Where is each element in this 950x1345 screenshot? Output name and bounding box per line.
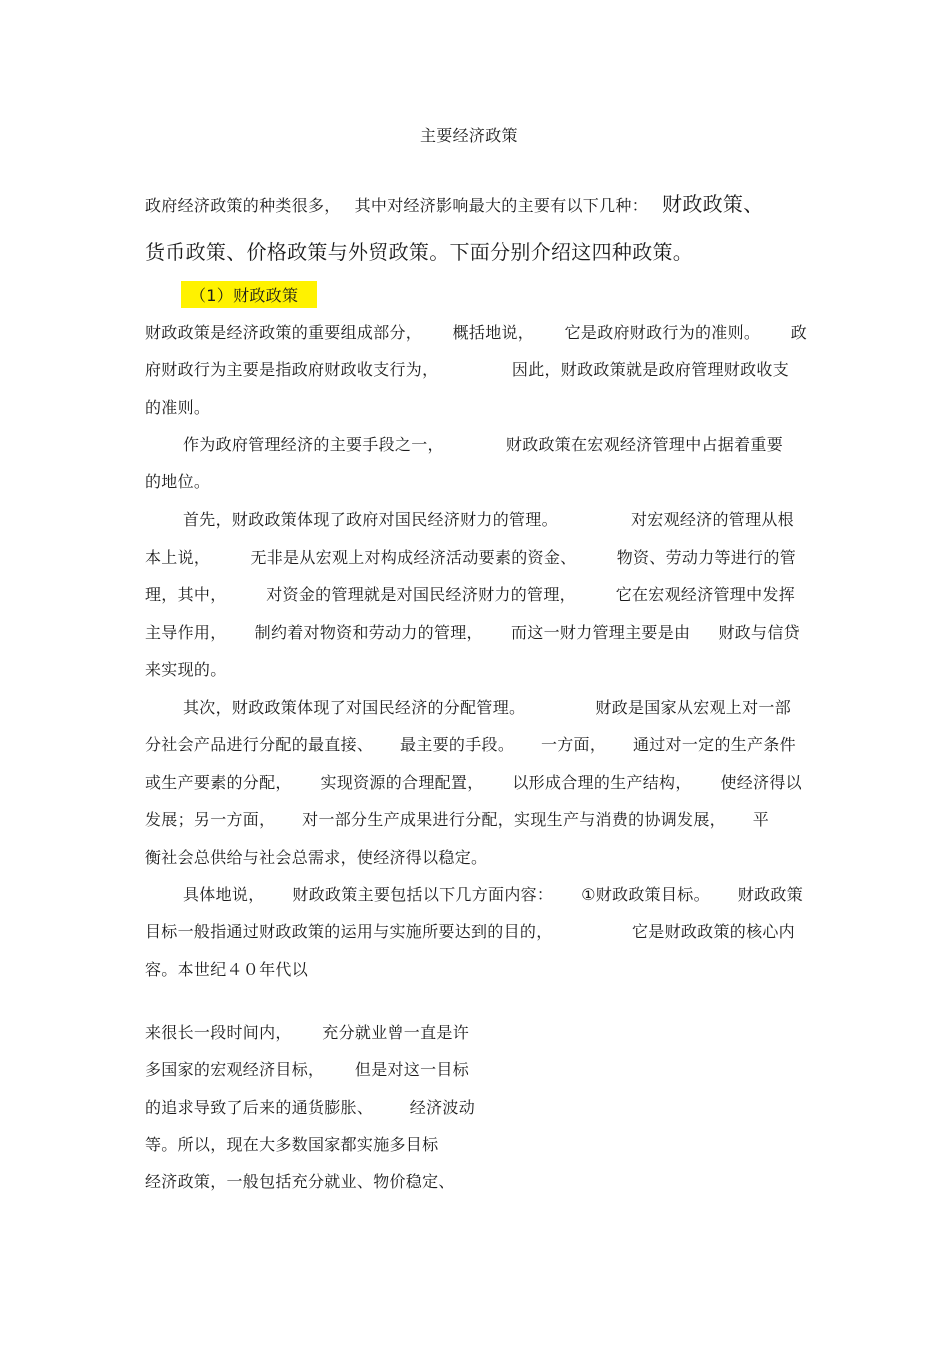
text-run: 经济波动 (409, 1098, 475, 1117)
text-run: 的准则。 (145, 398, 211, 417)
text-run: 物资、劳动力等进行的管 (616, 548, 796, 567)
text-run: 主导作用， (145, 623, 227, 642)
text-run: 财政是国家从宏观上对一部 (595, 698, 791, 717)
text-run: 发展；另一方面， (145, 810, 276, 829)
text-line (145, 773, 802, 793)
text-line (145, 398, 210, 418)
text-line (145, 660, 227, 680)
text-run: 以形成合理的生产结构， (512, 773, 692, 792)
text-run: 目标一般指通过财政政策的运用与实施所要达到的目的， (145, 922, 553, 941)
text-line (183, 885, 803, 905)
text-line (145, 472, 210, 492)
section-heading: （1）财政政策 (190, 286, 299, 305)
text-run: 充分就业曾一直是许 (322, 1023, 469, 1042)
text-run: 它是财政政策的核心内 (631, 922, 795, 941)
text-run: 对资金的管理就是对国民经济财力的管理， (266, 585, 576, 604)
text-line (183, 435, 783, 455)
text-line (145, 1060, 469, 1080)
text-line (145, 1023, 469, 1043)
text-run: 的地位。 (145, 472, 211, 491)
text-run: 具体地说， (183, 885, 265, 904)
text-run: 概括地说， (452, 323, 535, 342)
text-run: 通过对一定的生产条件 (632, 735, 796, 754)
intro-line-1 (145, 192, 764, 216)
text-line (145, 360, 789, 380)
text-run: 它是政府财政行为的准则。 (564, 323, 761, 342)
intro-line-2: 货币政策、价格政策与外贸政策。下面分别介绍这四种政策。 (145, 240, 694, 264)
text-run: 理，其中， (145, 585, 227, 604)
text-run: ①财政政策目标。 (581, 885, 710, 904)
text-run: 府财政行为主要是指政府财政收支行为， (145, 360, 439, 379)
text-run: 财政政策主要包括以下几方面内容： (292, 885, 554, 904)
text-run: 财政政策在宏观经济管理中占据着重要 (505, 435, 783, 454)
text-run: 或生产要素的分配， (145, 773, 292, 792)
text-line (145, 548, 796, 568)
text-line (145, 960, 308, 980)
text-run: 使经济得以 (720, 773, 802, 792)
text-run: 政府经济政策的种类很多， (145, 196, 341, 215)
text-run: 财政政策是经济政策的重要组成部分， (145, 323, 423, 342)
text-run: 财政与信贷 (718, 623, 800, 642)
text-line (145, 810, 769, 830)
text-run: 容。本世纪４０年代以 (145, 960, 309, 979)
text-run: 的追求导致了后来的通货膨胀、 (145, 1098, 374, 1117)
text-run: 但是对这一目标 (354, 1060, 469, 1079)
text-run: 其次，财政政策体现了对国民经济的分配管理。 (183, 698, 526, 717)
text-run: 作为政府管理经济的主要手段之一， (183, 435, 444, 454)
text-run: 最主要的手段。 (400, 735, 515, 754)
text-run: 经济政策，一般包括充分就业、物价稳定、 (145, 1172, 455, 1191)
text-run: 来实现的。 (145, 660, 227, 679)
text-line (183, 510, 794, 530)
text-run: 一方面， (540, 735, 607, 754)
text-line (145, 585, 795, 605)
text-line (145, 623, 800, 643)
text-run: 政 (790, 323, 807, 342)
text-run: 无非是从宏观上对构成经济活动要素的资金、 (250, 548, 577, 567)
text-run: 而这一财力管理主要是由 (511, 623, 691, 642)
text-line (145, 323, 807, 343)
text-line (145, 848, 487, 868)
text-line (145, 1135, 438, 1155)
text-run: 首先，财政政策体现了政府对国民经济财力的管理。 (183, 510, 558, 529)
text-run: 平 (752, 810, 769, 829)
text-run: 来很长一段时间内， (145, 1023, 292, 1042)
text-run: 多国家的宏观经济目标， (145, 1060, 325, 1079)
text-line (145, 1172, 455, 1192)
text-run: 衡社会总供给与社会总需求，使经济得以稳定。 (145, 848, 488, 867)
text-run: 分社会产品进行分配的最直接、 (145, 735, 374, 754)
text-run: 财政政策、 (662, 192, 764, 216)
text-run: 实现资源的合理配置， (320, 773, 484, 792)
text-run: 其中对经济影响最大的主要有以下几种： (354, 196, 649, 215)
text-run: 对一部分生产成果进行分配，实现生产与消费的协调发展， (302, 810, 726, 829)
text-run: 财政政策 (737, 885, 803, 904)
text-line (145, 1098, 475, 1118)
text-run: 因此，财政政策就是政府管理财政收支 (511, 360, 789, 379)
text-line (145, 922, 795, 942)
text-run: 对宏观经济的管理从根 (630, 510, 794, 529)
text-run: 本上说， (145, 548, 211, 567)
text-run: 等。所以，现在大多数国家都实施多目标 (145, 1135, 439, 1154)
text-run: 它在宏观经济管理中发挥 (615, 585, 795, 604)
text-line (145, 735, 796, 755)
page-title: 主要经济政策 (420, 126, 518, 145)
text-run: 制约着对物资和劳动力的管理， (254, 623, 483, 642)
text-line (183, 698, 791, 718)
